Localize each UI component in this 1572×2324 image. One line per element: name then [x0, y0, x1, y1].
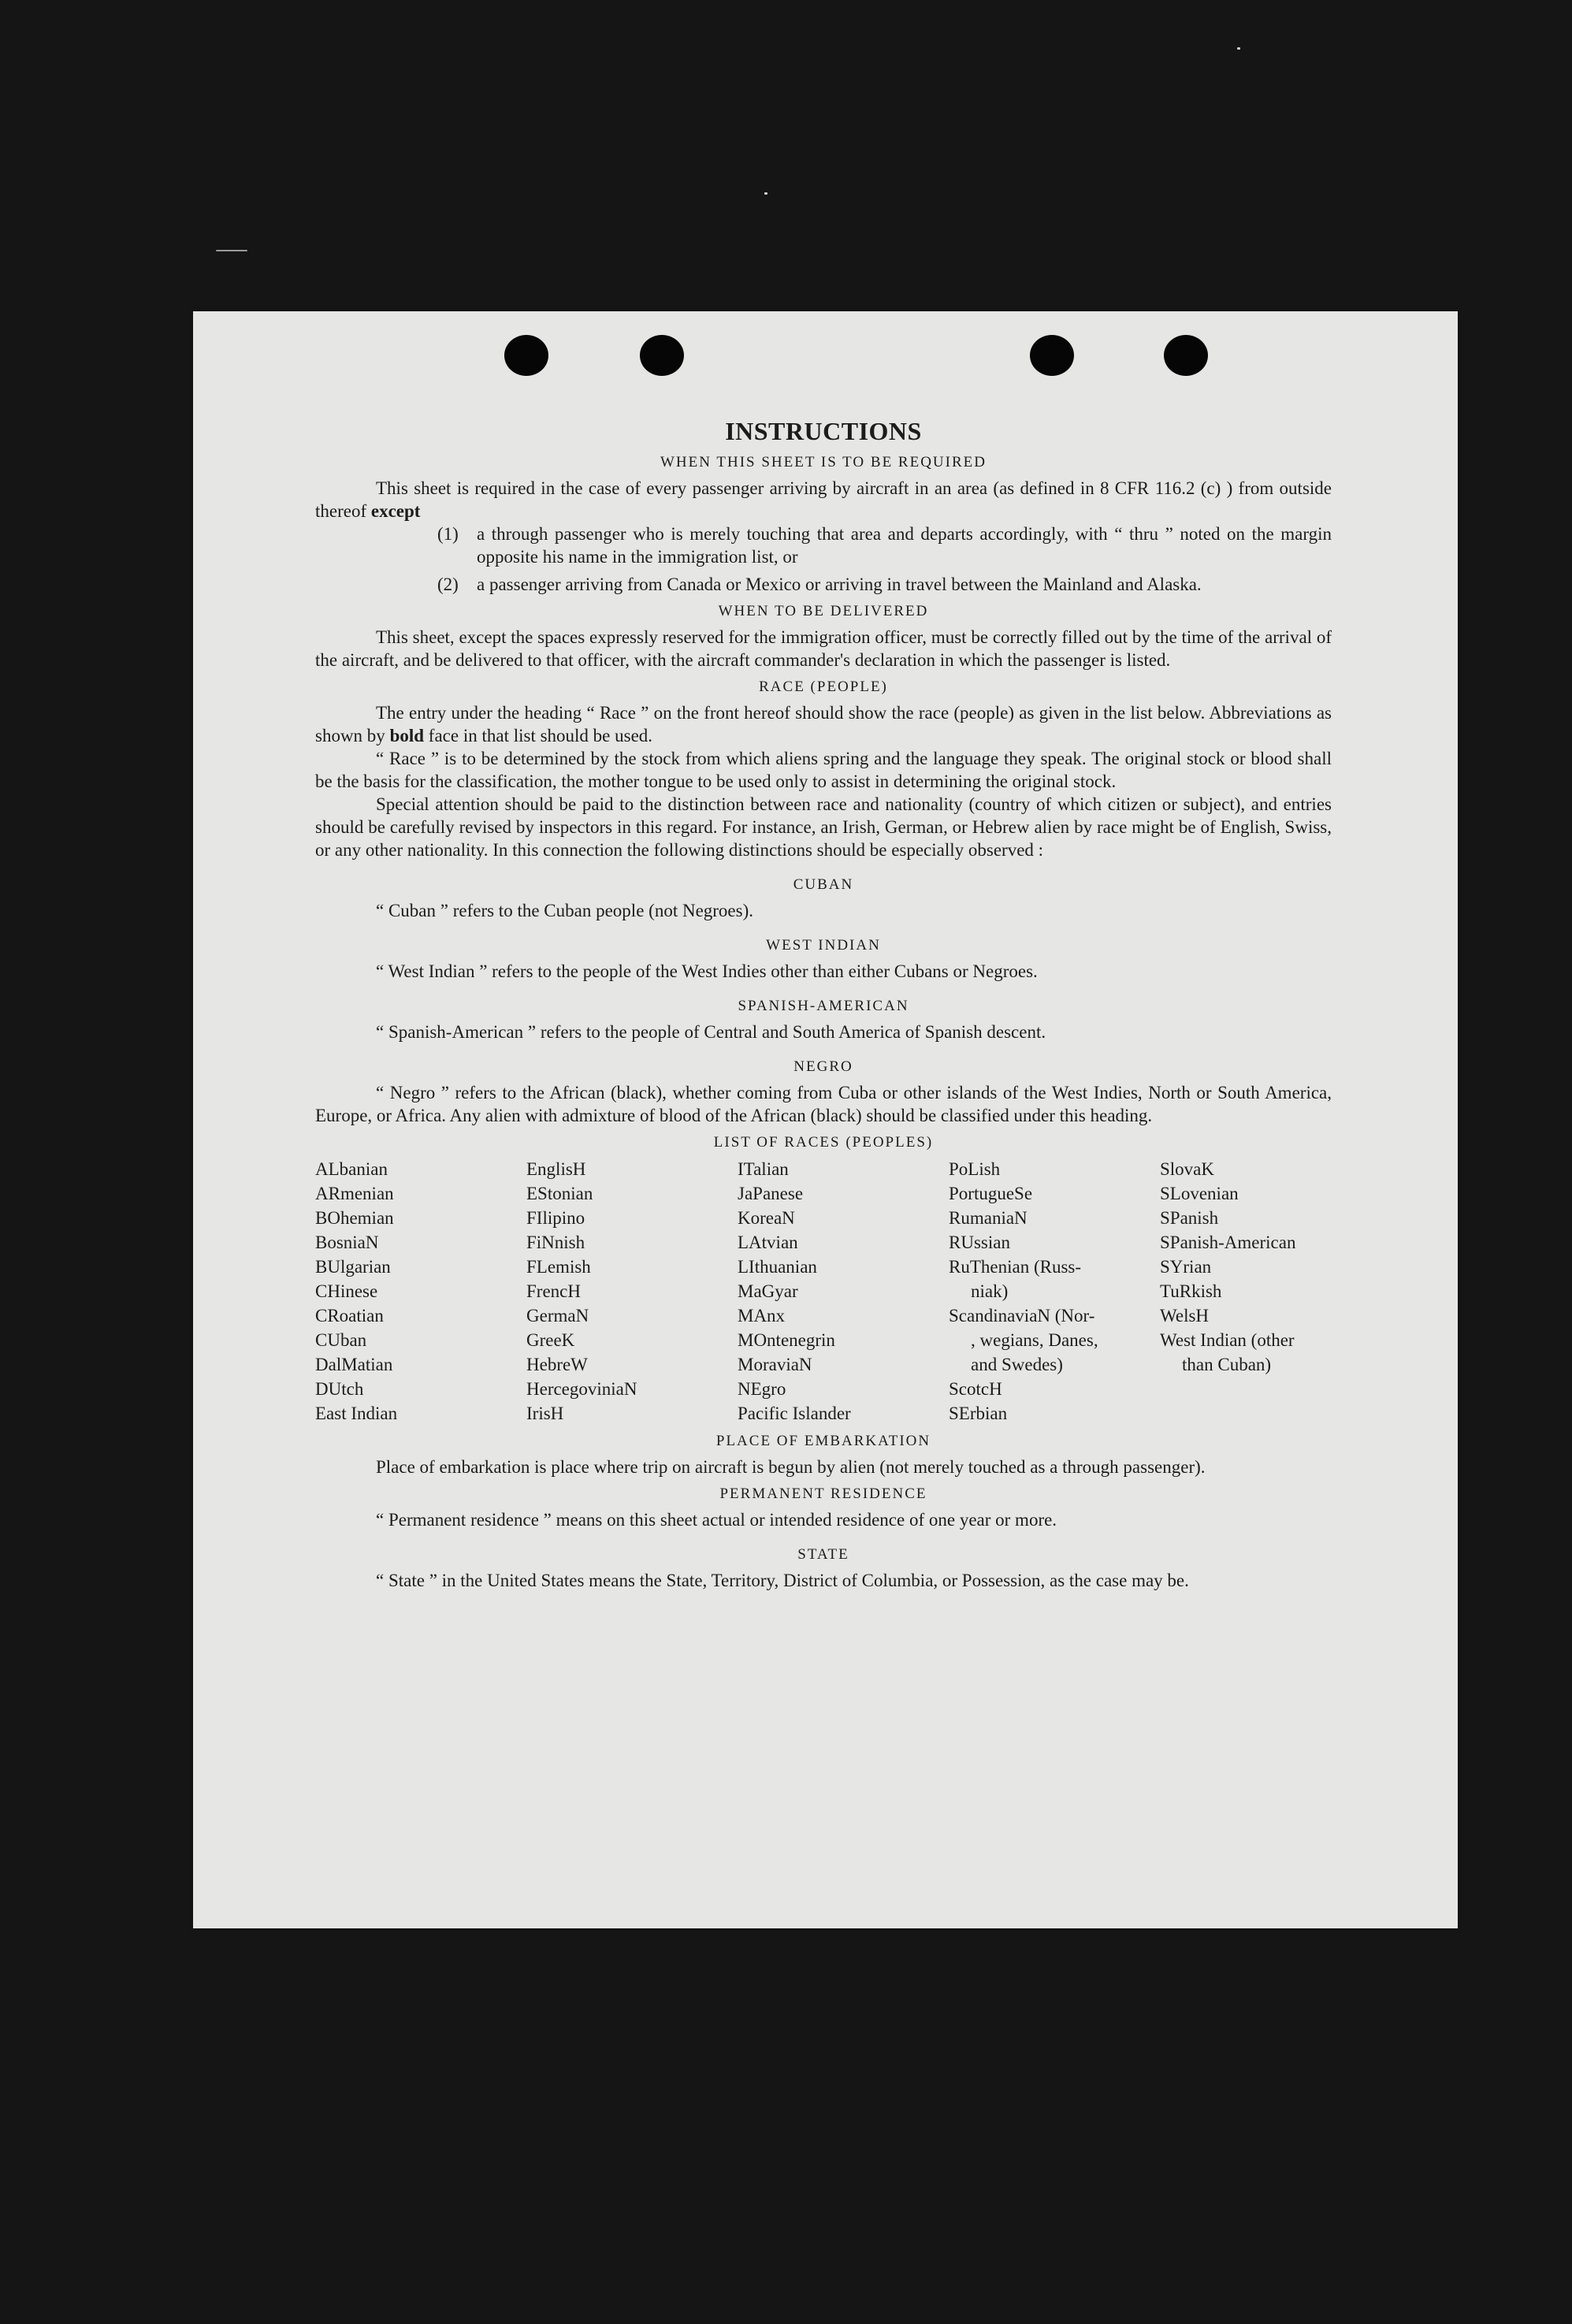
race-entry: ScotcH [949, 1379, 1002, 1399]
race-entry: TuRkish [1160, 1281, 1222, 1301]
race-entry: MAnx [738, 1306, 786, 1326]
race-entry: ARmenian [315, 1184, 394, 1203]
page-title: INSTRUCTIONS [725, 417, 922, 445]
race-entry: FiNnish [526, 1233, 585, 1252]
race-entry-continuation: and Swedes) [971, 1355, 1063, 1374]
residence-text: “ Permanent residence ” means on this sheet actual or intended residence of one year or more. [376, 1510, 1057, 1530]
heading-west-indian: WEST INDIAN [766, 937, 881, 954]
except-bold: except [370, 501, 421, 521]
race-entry: SlovaK [1160, 1159, 1214, 1179]
dust-speck [1237, 47, 1240, 50]
west-indian-text: “ West Indian ” refers to the people of the West Indies other than either Cubans or Negroes. [376, 961, 1038, 981]
race-entry: RumaniaN [949, 1208, 1028, 1228]
race-entry: Pacific Islander [738, 1404, 851, 1423]
dust-speck [764, 192, 767, 195]
race-entry: West Indian (other [1160, 1330, 1295, 1350]
race-entry: IrisH [526, 1404, 564, 1423]
race-entry: MaGyar [738, 1281, 798, 1301]
race-entry: East Indian [315, 1404, 398, 1423]
race-entry: GermaN [526, 1306, 589, 1326]
race-entry: MOntenegrin [738, 1330, 835, 1350]
heading-spanish-american: SPANISH-AMERICAN [738, 998, 909, 1014]
race-entry: SLovenian [1160, 1184, 1239, 1203]
race-entry: EnglisH [526, 1159, 586, 1179]
races-column-2 [526, 1157, 738, 1426]
cuban-text: “ Cuban ” refers to the Cuban people (not Negroes). [376, 901, 754, 920]
sheet-content [315, 415, 1332, 1592]
item-text: a passenger arriving from Canada or Mexico or arriving in travel between the Mainland and Alaska. [477, 574, 1202, 594]
race-entry: KoreaN [738, 1208, 795, 1228]
race-entry: CUban [315, 1330, 367, 1350]
races-column-5 [1160, 1157, 1332, 1426]
race-entry: SPanish-American [1160, 1233, 1296, 1252]
heading-race: RACE (PEOPLE) [759, 679, 888, 695]
race-entry: LAtvian [738, 1233, 798, 1252]
state-text: “ State ” in the United States means the State, Territory, District of Columbia, or Possession, as the case may be. [376, 1571, 1189, 1590]
punch-hole [1030, 335, 1074, 376]
film-scratch [216, 250, 247, 251]
race-entry: GreeK [526, 1330, 575, 1350]
heading-delivered: WHEN TO BE DELIVERED [718, 603, 929, 619]
heading-list-of-races: LIST OF RACES (PEOPLES) [713, 1134, 934, 1151]
heading-state: STATE [797, 1546, 849, 1563]
required-intro [315, 477, 1332, 522]
race-p1-end: face in that list should be used. [424, 726, 653, 746]
race-paragraph-3: Special attention should be paid to the distinction between race and nationality (country of which citizen or subject), and entries should be carefully revised by inspectors in this regard. For instance, an Irish, German, or Hebrew alien by race might be of English, Swiss, or any other nationality. In this connection the following distinctions should be especially observed : [315, 794, 1332, 860]
heading-permanent-residence: PERMANENT RESIDENCE [719, 1486, 927, 1502]
exception-item [437, 522, 1332, 568]
heading-embarkation: PLACE OF EMBARKATION [715, 1433, 931, 1449]
embarkation-text: Place of embarkation is place where trip on aircraft is begun by alien (not merely touched as a through passenger). [376, 1457, 1206, 1477]
race-entry: LIthuanian [738, 1257, 817, 1277]
races-column-4 [949, 1157, 1160, 1426]
exception-item [437, 573, 1332, 596]
heading-negro: NEGRO [793, 1058, 853, 1075]
bold-word: bold [389, 726, 425, 746]
race-entry: WelsH [1160, 1306, 1210, 1326]
race-entry: SYrian [1160, 1257, 1212, 1277]
race-entry: DalMatian [315, 1355, 393, 1374]
heading-required: WHEN THIS SHEET IS TO BE REQUIRED [660, 454, 987, 470]
race-entry: NEgro [738, 1379, 786, 1399]
punch-hole [640, 335, 684, 376]
race-entry: BOhemian [315, 1208, 394, 1228]
race-entry: PoLish [949, 1159, 1001, 1179]
race-paragraph-2: “ Race ” is to be determined by the stock from which aliens spring and the language they speak. The original stock or blood shall be the basis for the classification, the mother tongue to be used only to assist in determining the original stock. [315, 749, 1332, 791]
race-entry: FrencH [526, 1281, 581, 1301]
race-entry: JaPanese [738, 1184, 804, 1203]
race-entry: RUssian [949, 1233, 1010, 1252]
race-p1-text: The entry under the heading “ Race ” on the front hereof should show the race (people) as given in the list below. Abbreviations as shown by [315, 703, 1332, 746]
race-entry: SErbian [949, 1404, 1008, 1423]
race-entry: FIlipino [526, 1208, 585, 1228]
race-entry: RuThenian (Russ- [949, 1257, 1082, 1277]
race-entry: SPanish [1160, 1208, 1219, 1228]
race-entry: EStonian [526, 1184, 593, 1203]
punch-hole [1164, 335, 1208, 376]
race-paragraph-1 [315, 701, 1332, 747]
negro-text: “ Negro ” refers to the African (black), whether coming from Cuba or other islands of the West Indies, North or South America, Europe, or Africa. Any alien with admixture of blood of the African (black) should be classified under this heading. [315, 1083, 1332, 1125]
race-entry: ALbanian [315, 1159, 388, 1179]
race-entry-continuation: , wegians, Danes, [971, 1330, 1098, 1350]
race-entry-continuation: than Cuban) [1182, 1355, 1272, 1374]
item-text: a through passenger who is merely touching that area and departs accordingly, with “ thru ” noted on the margin opposite his name in the immigration list, or [477, 524, 1332, 567]
spanish-american-text: “ Spanish-American ” refers to the people of Central and South America of Spanish descent. [376, 1022, 1046, 1042]
race-entry: BUlgarian [315, 1257, 391, 1277]
race-entry-continuation: niak) [971, 1281, 1009, 1301]
races-column-1 [315, 1157, 526, 1426]
race-entry: ITalian [738, 1159, 789, 1179]
race-entry: ScandinaviaN (Nor- [949, 1306, 1095, 1326]
race-entry: MoraviaN [738, 1355, 812, 1374]
races-list [315, 1157, 1332, 1426]
item-number: (2) [437, 574, 459, 594]
race-entry: DUtch [315, 1379, 364, 1399]
heading-cuban: CUBAN [793, 876, 854, 893]
race-entry: CRoatian [315, 1306, 384, 1326]
race-entry: HebreW [526, 1355, 588, 1374]
punch-hole [504, 335, 548, 376]
instruction-sheet [193, 311, 1458, 1928]
race-entry: FLemish [526, 1257, 591, 1277]
race-entry: CHinese [315, 1281, 378, 1301]
item-number: (1) [437, 524, 459, 544]
required-intro-text: This sheet is required in the case of every passenger arriving by aircraft in an area (as defined in 8 CFR 116.2 (c) ) from outside thereof [315, 478, 1332, 521]
delivered-text: This sheet, except the spaces expressly reserved for the immigration officer, must be correctly filled out by the time of the arrival of the aircraft, and be delivered to that officer, with the aircraft commander's declaration in which the passenger is listed. [315, 627, 1332, 670]
race-entry: BosniaN [315, 1233, 379, 1252]
races-column-3 [738, 1157, 949, 1426]
race-entry: PortugueSe [949, 1184, 1033, 1203]
race-entry: HercegoviniaN [526, 1379, 637, 1399]
